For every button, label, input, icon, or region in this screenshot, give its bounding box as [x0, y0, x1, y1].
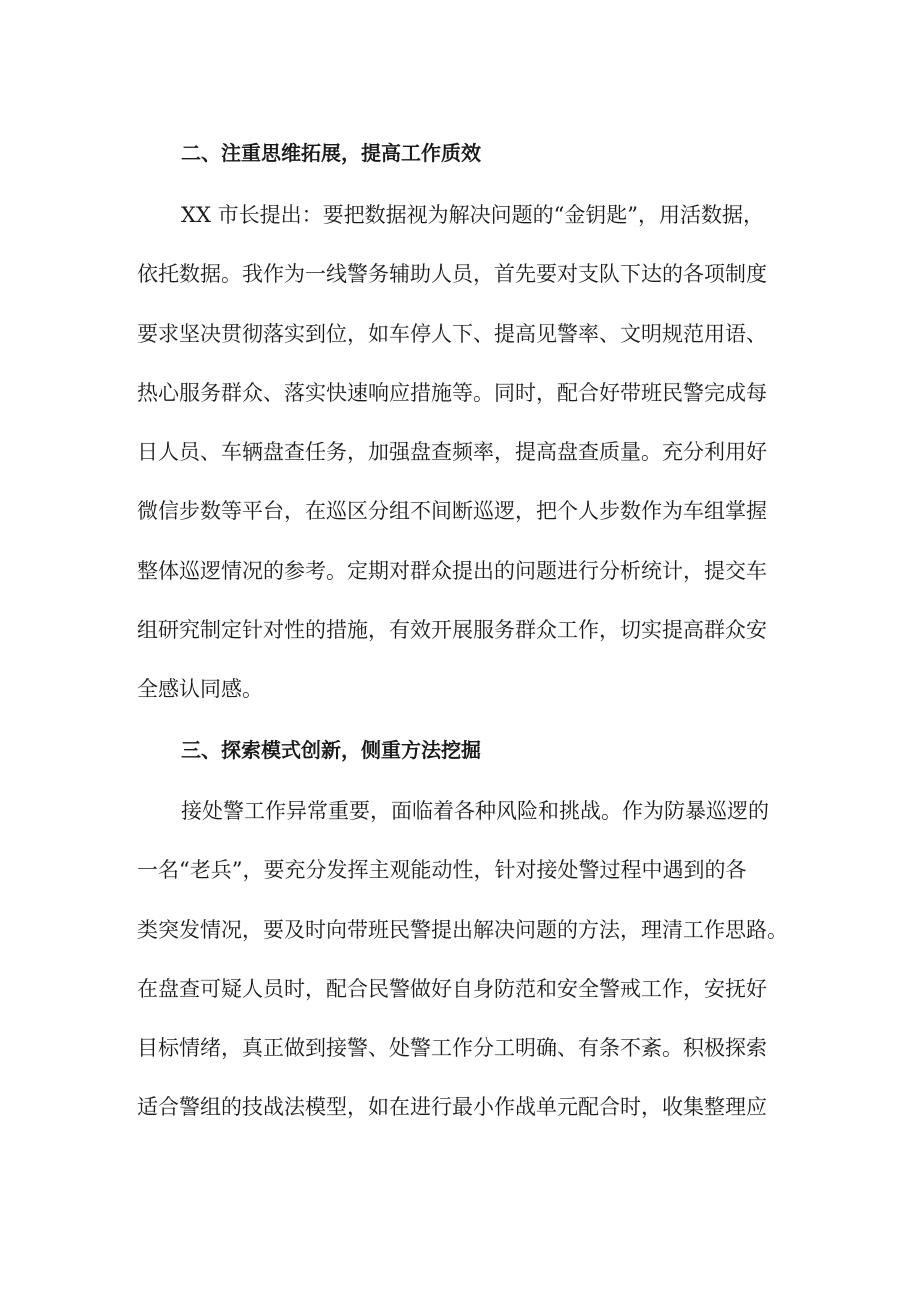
- section-3-heading: 三、探索模式创新，侧重方法挖掘: [181, 738, 481, 762]
- paragraph-line: 接处警工作异常重要，面临着各种风险和挑战。作为防暴巡逻的: [181, 799, 769, 823]
- paragraph-line: 全感认同感。: [137, 677, 263, 702]
- paragraph-line: 组研究制定针对性的措施，有效开展服务群众工作，切实提高群众安: [137, 618, 767, 643]
- paragraph-line: 适合警组的技战法模型，如在进行最小作战单元配合时，收集整理应: [137, 1095, 767, 1120]
- paragraph-line: 要求坚决贯彻落实到位，如车停人下、提高见警率、文明规范用语、: [137, 321, 767, 346]
- paragraph-line: 一名“老兵”，要充分发挥主观能动性，针对接处警过程中遇到的各: [137, 858, 747, 883]
- paragraph-line: XX 市长提出：要把数据视为解决问题的“金钥匙”，用活数据，: [181, 203, 765, 227]
- paragraph-line: 微信步数等平台，在巡区分组不间断巡逻，把个人步数作为车组掌握: [137, 499, 767, 524]
- section-2-body: [137, 186, 797, 720]
- paragraph-line: 在盘查可疑人员时，配合民警做好自身防范和安全警戒工作，安抚好: [137, 976, 767, 1001]
- paragraph-line: 日人员、车辆盘查任务，加强盘查频率，提高盘查质量。充分利用好: [137, 440, 767, 465]
- section-2-heading: 二、注重思维拓展，提高工作质效: [181, 141, 481, 165]
- paragraph-line: 整体巡逻情况的参考。定期对群众提出的问题进行分析统计，提交车: [137, 558, 767, 583]
- paragraph-line: 目标情绪，真正做到接警、处警工作分工明确、有条不紊。积极探索: [137, 1036, 767, 1061]
- paragraph-line: 依托数据。我作为一线警务辅助人员，首先要对支队下达的各项制度: [137, 262, 767, 287]
- section-3-body: [137, 782, 797, 1138]
- paragraph-line: 类突发情况，要及时向带班民警提出解决问题的方法，理清工作思路。: [137, 917, 788, 942]
- paragraph-line: 热心服务群众、落实快速响应措施等。同时，配合好带班民警完成每: [137, 380, 767, 405]
